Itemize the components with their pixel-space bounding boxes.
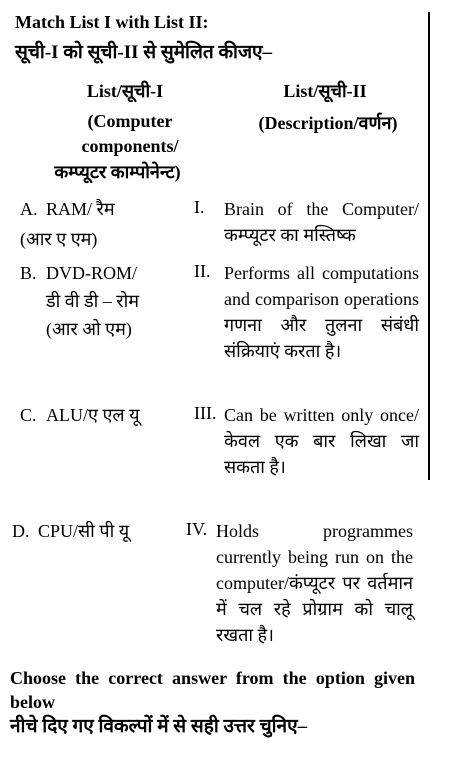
- list2-title: List/सूची-II: [283, 81, 367, 101]
- list2-subtitle: (Description/वर्णन): [258, 113, 398, 133]
- row-c-item-line1: ALU/ए एल यू: [46, 405, 140, 425]
- list1-subtitle-line1: (Computer: [87, 111, 173, 131]
- row-a-item-line2: (आर ए एम): [20, 229, 98, 249]
- question-title-hi: सूची-I को सूची-II से सुमेलित कीजए–: [15, 42, 273, 63]
- row-b-description: Performs all computations and comparison operations गणना और तुलना संबंधी संक्रियाएं करता है।: [224, 263, 419, 361]
- row-b-roman: II.: [194, 261, 211, 281]
- list1-title: List/सूची-I: [86, 81, 164, 101]
- row-b-letter: B.: [20, 263, 37, 283]
- row-d-letter: D.: [12, 521, 30, 541]
- row-a-letter: A.: [20, 199, 38, 219]
- row-d-item-line1: CPU/सी पी यू: [38, 521, 130, 541]
- row-b-item-line3: (आर ओ एम): [46, 319, 132, 339]
- row-a-roman: I.: [194, 197, 205, 217]
- list1-subtitle-line2: components/: [81, 136, 179, 156]
- row-d-roman: IV.: [186, 519, 208, 539]
- row-c-description: Can be written only once/केवल एक बार लिखा जा सकता है।: [224, 405, 419, 477]
- row-c-roman: III.: [194, 403, 217, 423]
- right-border-line: [428, 12, 430, 480]
- row-a-item-line1: RAM/ रैम: [46, 199, 115, 219]
- question-title-en: Match List I with List II:: [15, 12, 209, 32]
- row-b-item-line2: डी वी डी – रोम: [46, 291, 140, 311]
- row-a-description: Brain of the Computer/ कम्प्यूटर का मस्तिष्क: [224, 199, 419, 245]
- row-b-item-line1: DVD-ROM/: [46, 263, 138, 283]
- answer-instruction-hi: नीचे दिए गए विकल्पों में से सही उत्तर चुनिए–: [10, 716, 308, 737]
- row-c-letter: C.: [20, 405, 37, 425]
- list1-subtitle-line3: कम्प्यूटर काम्पोनेन्ट): [54, 162, 181, 182]
- answer-instruction-en: Choose the correct answer from the option given below: [10, 668, 415, 712]
- row-d-description: Holds programmes currently being run on the computer/कंप्यूटर पर वर्तमान में चल रहे प्रोग्राम को चालू रखता है।: [216, 521, 413, 645]
